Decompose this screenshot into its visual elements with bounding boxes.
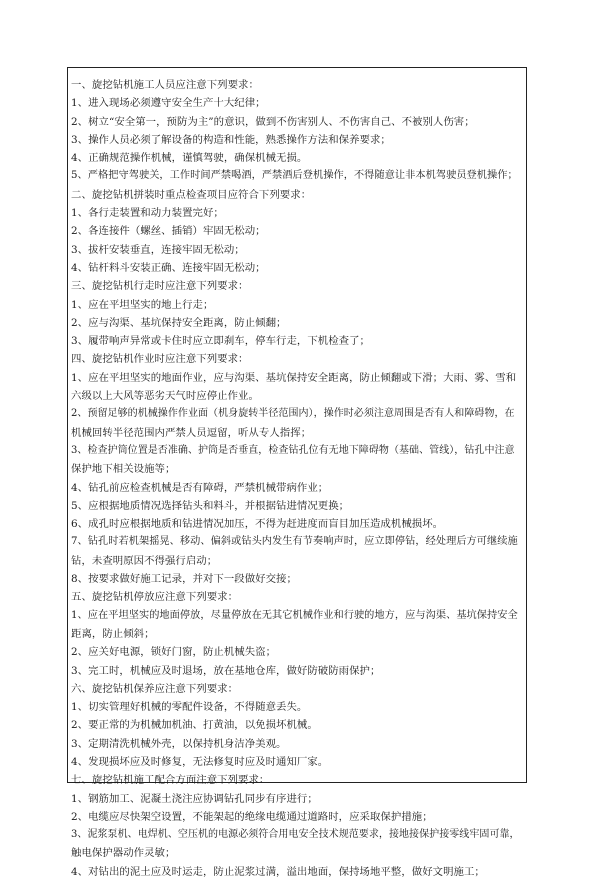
text-line: 4、发现损坏应及时修复，无法修复时应及时通知厂家。 <box>71 755 329 768</box>
text-line: 5、严格把守驾驶关，工作时间严禁喝酒，严禁酒后登机操作，不得随意让非本机驾驶员登机操作； <box>71 170 518 182</box>
text-line: 2、树立“安全第一，预防为主”的意识，做到不伤害别人、不伤害自己、不被别人伤害； <box>71 115 475 128</box>
section-heading-7: 七、旋挖钻机施工配合方面注意下列要求： <box>71 774 270 787</box>
document-body <box>68 68 526 881</box>
text-line: 3、履带响声异常或卡住时应立即刹车，停车行走，下机检查了； <box>71 335 370 348</box>
text-line: 4、钻杆料斗安装正确、连接牢固无松动； <box>71 261 266 274</box>
text-line: 3、拔杆安装垂直，连接牢固无松动； <box>71 243 245 256</box>
text-line: 7、钻孔时若机架摇晃、移动、偏斜或钻头内发生有节奏响声时，应立即停钻，经处理后方可继续施 <box>71 536 518 548</box>
text-line: 触电保护器动作灵敏； <box>71 847 176 860</box>
text-line: 3、完工时，机械应及时退场，放在基地仓库，做好防破防雨保护； <box>71 664 381 677</box>
text-line: 1、进入现场必须遵守安全生产十大纪律； <box>71 97 266 110</box>
text-line: 2、各连接件（螺丝、插销）牢固无松动； <box>71 225 266 238</box>
section-heading-1: 一、旋挖钻机施工人员应注意下列要求： <box>71 79 259 91</box>
text-line: 1、切实管理好机械的零配件设备，不得随意丢失。 <box>71 701 308 714</box>
text-line: 2、要正常的为机械加机油、打黄油，以免损坏机械。 <box>71 719 318 732</box>
section-heading-5: 五、旋挖钻机停放应注意下列要求： <box>71 591 239 604</box>
text-line: 机械回转半径范围内严禁人员逗留，听从专人指挥； <box>71 426 312 439</box>
text-line: 6、成孔时应根据地质和钻进情况加压，不得为赶进度而盲目加压造成机械损坏。 <box>71 518 444 531</box>
text-line: 1、应在平坦坚实的地上行走； <box>71 298 214 311</box>
text-line: 钻，未查明原因不得强行启动； <box>71 554 218 567</box>
section-heading-2: 二、旋挖钻机拼装时重点检查项目应符合下列要求： <box>71 188 312 201</box>
section-heading-6: 六、旋挖钻机保养应注意下列要求： <box>71 682 239 695</box>
text-line: 2、应与沟渠、基坑保持安全距离，防止倾翻； <box>71 316 287 329</box>
text-line: 2、应关好电源，锁好门窗，防止机械失盗； <box>71 646 277 659</box>
text-line: 3、泥浆泵机、电焊机、空压机的电源必须符合用电安全技术规范要求，接地接保护接零线牢固可靠， <box>71 829 520 841</box>
text-line: 距离，防止倾斜； <box>71 627 155 640</box>
text-line: 2、预留足够的机械操作作业面（机身旋转半径范围内），操作时必须注意周围是否有人和障碍物，在 <box>71 408 515 420</box>
text-line: 3、操作人员必须了解设备的构造和性能，熟悉操作方法和保养要求； <box>71 133 391 146</box>
text-line: 4、正确规范操作机械，谨慎驾驶，确保机械无损。 <box>71 152 308 165</box>
section-heading-3: 三、旋挖钻机行走时应注意下列要求： <box>71 280 249 293</box>
text-line: 4、对钻出的泥土应及时运走，防止泥浆过满，溢出地面，保持场地平整，做好文明施工； <box>71 865 485 878</box>
text-line: 保护地下相关设施等； <box>71 463 176 476</box>
text-line: 8、按要求做好施工记录，并对下一段做好交接； <box>71 573 297 586</box>
section-heading-4: 四、旋挖钻机作业时应注意下列要求： <box>71 353 249 366</box>
text-line: 3、定期清洗机械外壳，以保持机身洁净美观。 <box>71 737 287 750</box>
text-line: 4、钻孔前应检查机械是否有障碍，严禁机械带病作业； <box>71 481 329 494</box>
text-line: 3、检查护筒位置是否准确、护筒是否垂直，检查钻孔位有无地下障碍物（基础、管线），钻孔中注意 <box>71 444 515 456</box>
text-line: 1、钢筋加工、泥凝土浇注应协调钻孔同步有序进行； <box>71 792 318 805</box>
text-line: 1、应在平坦坚实的地面作业，应与沟渠、基坑保持安全距离，防止倾翻或下滑；大雨、雾、雪和 <box>71 371 517 384</box>
document-frame <box>67 67 527 878</box>
text-line: 5、应根据地质情况选择钻头和料斗，并根据钻进情况更换； <box>71 499 350 512</box>
text-line: 1、各行走装置和动力装置完好； <box>71 207 224 220</box>
text-line: 1、应在平坦坚实的地面停放，尽量停放在无其它机械作业和行驶的地方，应与沟渠、基坑保持安全 <box>71 609 518 621</box>
text-line: 2、电缆应尽快架空设置，不能架起的绝缘电缆通过道路时，应采取保护措施； <box>71 810 433 823</box>
text-line: 六级以上大风等恶劣天气时应停止作业。 <box>71 390 259 403</box>
